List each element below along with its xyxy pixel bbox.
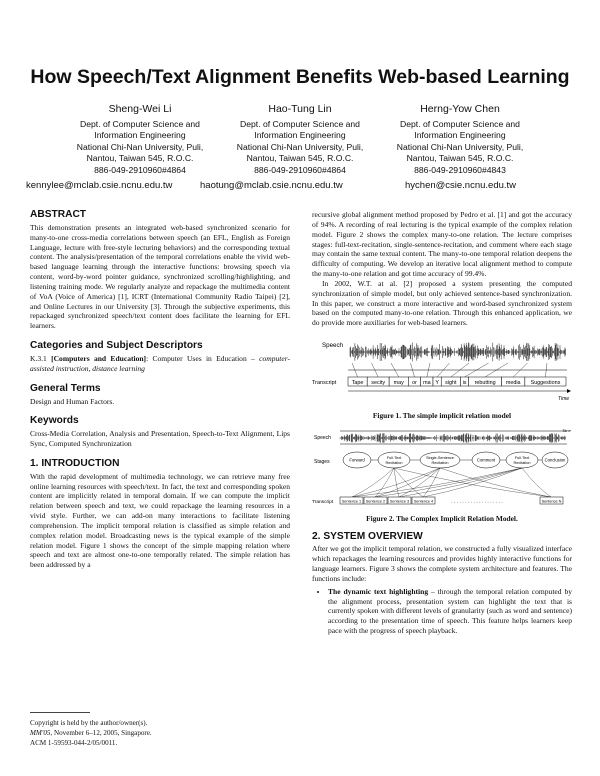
word-label: may [393, 380, 404, 387]
speech-waveform [340, 433, 565, 443]
stage-label: Comment [476, 457, 496, 463]
left-column [30, 210, 290, 570]
author-univ: National Chi-Nan University, Puli, [236, 141, 364, 152]
word-label: secity [371, 380, 386, 387]
mapping-line [394, 468, 423, 497]
figure-1-caption: Figure 1. The simple implicit relation model [372, 410, 512, 420]
speech-label: Speech [322, 342, 343, 350]
figure-1 [312, 334, 572, 421]
author-dept: Dept. of Computer Science and [80, 118, 200, 129]
sentence-label: Sentence 2 [365, 499, 386, 504]
waveform-path [350, 343, 566, 362]
feature-item [328, 587, 572, 636]
category-italic: – computer-assisted instruction, distance learning [30, 353, 290, 373]
sentence-boxes [340, 497, 563, 505]
category-bold: [Computers and Education] [51, 353, 147, 363]
mapping-line [352, 468, 522, 497]
sentence-label: Sentence N [541, 499, 562, 504]
copyright-line: Copyright is held by the author/owner(s). [30, 719, 148, 727]
general-terms-text: Design and Human Factors. [30, 396, 115, 406]
waveform-path [340, 433, 565, 443]
word-label: Y [435, 380, 439, 387]
time-arrow-icon [567, 389, 571, 393]
stage-label: Recitation [385, 460, 403, 465]
author-univ: National Chi-Nan University, Puli, [76, 141, 204, 152]
stage-label: Forward [349, 457, 365, 463]
footnote-rule [30, 712, 90, 713]
author-dept: Information Engineering [414, 130, 506, 140]
stage-label: Full-Text [514, 455, 530, 460]
mapping-line [375, 468, 440, 497]
author-name: Herng-Yow Chen [420, 103, 500, 115]
time-label: Time [562, 427, 571, 433]
word-label: sight [445, 380, 457, 387]
feature-list [312, 587, 572, 636]
author-city: Nantou, Taiwan 545, R.O.C. [86, 153, 194, 163]
author-phone: 886-049-2910960#4843 [414, 164, 506, 175]
general-terms-heading: General Terms [30, 382, 101, 394]
category-rest: : Computer Uses in Education [146, 353, 247, 363]
figure-2 [312, 427, 572, 524]
author-email[interactable]: haotung@mclab.csie.ncnu.edu.tw [200, 180, 343, 191]
mapping-lines [352, 468, 551, 497]
mapping-line [375, 468, 522, 497]
paper-title: How Speech/Text Alignment Benefits Web-based Learning [30, 66, 570, 88]
speech-label: Speech [314, 434, 331, 441]
time-label: Time [558, 396, 570, 403]
stages-label: Stages [314, 458, 330, 465]
right-paragraph: In 2002, W.T. at al. [2] proposed a system presenting the computed synchronization of simple model, but only achieved sentence-based synchronization. In this paper, we construct a more interactive and word-based synchronized system based on the computed many-to-one relation. Through this enhanced application, we do provide more auxiliaries for web-based learners. [312, 278, 572, 328]
categories-text [30, 354, 290, 374]
conference-date: November 6–12, 2005, Singapore. [52, 728, 152, 737]
keywords-heading: Keywords [30, 415, 79, 427]
author-block-3 [365, 104, 555, 176]
author-dept: Information Engineering [94, 130, 186, 140]
copyright-block [30, 719, 270, 748]
word-label: Tape [351, 380, 364, 387]
word-label: rebutting [474, 380, 496, 387]
abstract-text: This demonstration presents an integrated web-based synchronized scenario for many-to-one cross-media correlations between speech (an EFL, English as Foreign Language, lecture with free-style lecturing behaviors) and the corresponding textual content. The analysis/presentation of the temporal correlations enable the vivid web-based language learning through the interactive functions: browsing speech via content, word-by-word pointer guidance, synchronized scrolling/highlighting, and listening training mode. We regularly analyze and repackage the multimedia content of VoA (Voice of America) [1], ICRT (International Community Radio Taipei) [2], and Online Lectures in our University [3]. Through the subjective experiments, this repackaged synchronized speech/text content does facilitate the learning for EFL learners. [30, 222, 290, 331]
stage-label: Recitation [431, 460, 449, 465]
word-boxes [348, 377, 566, 386]
figure-1-diagram [312, 334, 572, 404]
author-name: Sheng-Wei Li [108, 103, 172, 115]
sentence-label: Sentence 3 [389, 499, 410, 504]
categories-heading: Categories and Subject Descriptors [30, 340, 203, 352]
mapping-line [423, 468, 440, 497]
author-dept: Dept. of Computer Science and [400, 118, 520, 129]
right-paragraph: recursive global alignment method proposed by Pedro et al. [1] and got the accuracy of 94%. A recording of real lecturing is the typical example of the complex relation model. Figure 2 shows the complex many-to-one relation. The lecture comprises stages: full-text-recitation, single-sentence-recitation, and comment where each stage may contain the same textual content. The many-to-one temporal relation deepens the difficulty of computing. We develop an iterative local alignment method to compute the many-to-one relation and got time accuracy of 99.4%. [312, 210, 572, 279]
author-phone: 886-049-2910960#4864 [94, 164, 186, 175]
intro-text: With the rapid development of multimedia technology, we can retrieve many free online learning resources with speech/text. In fact, the text and corresponding spoken content are implicitly related in temporal domain. If we can compute the implicit relation between speech and text, we could repackage the learning resources in a vivid style. Further, we can add-on many interactions to facilitate listening comprehension. The implicit temporal relation is classified as simple relation and complex relation model. Broadcasting news is the typical example of the simple relation model. Figure 1 shows the concept of the simple mapping relation where speech and text are almost one-to-one temporally related. The simple relation has been addressed by a [30, 471, 290, 570]
stage-ellipse [420, 452, 460, 468]
word-label: Suggestions [530, 380, 561, 387]
stage-label: Recitation [513, 460, 531, 465]
transcript-label: Transcript [312, 499, 334, 505]
mapping-line [522, 468, 551, 497]
speech-waveform [350, 343, 566, 362]
word-label: or [412, 380, 417, 387]
author-dept: Dept. of Computer Science and [240, 118, 360, 129]
abstract-heading: ABSTRACT [30, 209, 87, 220]
author-dept: Information Engineering [254, 130, 346, 140]
feature-description: – through the temporal relation computed by the alignment process, presentation system can highlight the text that is currently spoken with different levels of granularity (such as word and sentence) according to the presentation time of speech. This feature helps learners keep pace with the progress of speech playback. [328, 586, 572, 636]
copyright-line: ACM 1-59593-044-2/05/0011. [30, 738, 118, 747]
author-univ: National Chi-Nan University, Puli, [396, 141, 524, 152]
stage-label: Full-Text [386, 455, 402, 460]
ellipsis-dots: . . . . . . . . . . . . . . . . . . . [451, 498, 503, 505]
transcript-label: Transcript [312, 380, 337, 387]
mapping-line [375, 468, 394, 497]
stage-ellipse [506, 452, 538, 468]
feature-title: The dynamic text highlighting [328, 586, 429, 596]
sentence-label: Sentence 1 [341, 499, 362, 504]
author-name: Hao-Tung Lin [268, 103, 332, 115]
category-code: K.3.1 [30, 353, 52, 363]
author-city: Nantou, Taiwan 545, R.O.C. [406, 153, 514, 163]
author-email[interactable]: kennylee@mclab.csie.ncnu.edu.tw [26, 180, 173, 191]
stage-ellipse [378, 452, 410, 468]
author-email[interactable]: hychen@csie.ncnu.edu.tw [405, 180, 517, 191]
conference-name: MM'05, [30, 728, 53, 737]
sentence-label: Sentence 4 [413, 499, 434, 504]
author-phone: 886-049-2910960#4864 [254, 164, 346, 175]
intro-heading: 1. INTRODUCTION [30, 457, 120, 469]
stage-ellipses [343, 452, 568, 468]
overview-heading: 2. SYSTEM OVERVIEW [312, 530, 423, 542]
word-label: is [462, 380, 467, 387]
word-label: media [505, 380, 521, 387]
author-city: Nantou, Taiwan 545, R.O.C. [246, 153, 354, 163]
stage-label: Conclusion [544, 457, 566, 463]
figure-2-diagram [312, 427, 572, 507]
word-label: ma [423, 380, 431, 387]
mapping-line [394, 468, 399, 497]
overview-text: After we got the implicit temporal relation, we constructed a fully visualized interface which repackages the learning resources and provides highly interactive functions for language learners. Figure 3 shows the complete system architecture and features. The functions include: [312, 544, 572, 583]
right-column [312, 210, 572, 636]
keywords-text: Cross-Media Correlation, Analysis and Presentation, Speech-to-Text Alignment, Lips Sync, Computed Synchronization [30, 429, 290, 449]
copyright-line [30, 729, 270, 739]
mapping-line [394, 468, 551, 497]
figure-2-caption: Figure 2. The Complex Implicit Relation Model. [366, 513, 518, 523]
stage-label: Single-Sentence [426, 455, 454, 460]
